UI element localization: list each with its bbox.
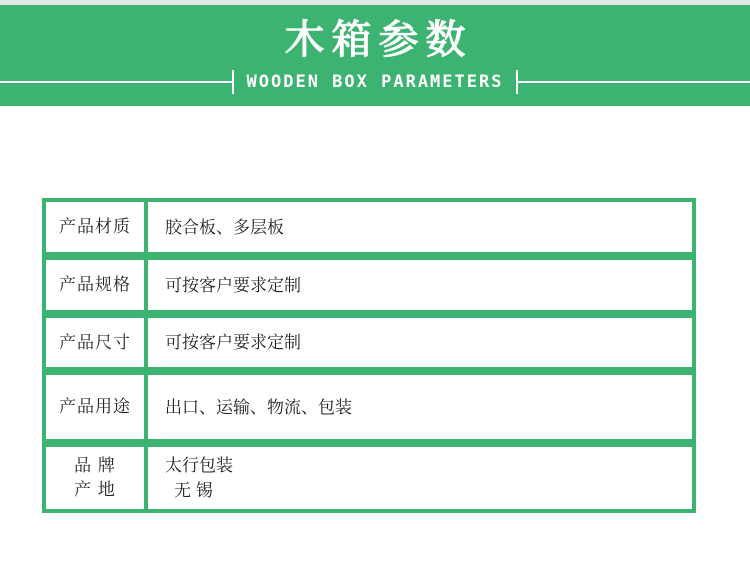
row-value-text: 可按客户要求定制 [165,333,301,352]
table-row [42,256,696,314]
row-value-text: 可按客户要求定制 [165,275,301,295]
divider-line-right [518,81,750,83]
row-label [46,447,148,509]
row-value [148,202,692,252]
page-title: 木箱参数 [284,18,473,62]
title-divider [0,69,750,95]
row-label: 产品材质 [46,202,148,252]
row-value [148,447,692,509]
row-label-line: 产 地 [74,480,116,499]
row-value-line: 无 锡 [174,481,213,500]
row-value [148,318,692,367]
row-label: 产品规格 [46,260,148,310]
row-value-text: 出口、运输、物流、包装 [165,397,352,417]
table-row [42,314,696,371]
parameters-table [42,198,696,513]
row-label-line: 品 牌 [74,456,116,475]
row-value [148,375,692,439]
table-row [42,198,696,256]
header-banner [0,5,750,106]
table-row [42,371,696,443]
row-label: 产品用途 [46,375,148,439]
row-value-line: 太行包装 [165,456,233,475]
row-label: 产品尺寸 [46,318,148,367]
divider-line-left [0,81,232,83]
page-subtitle: WOODEN BOX PARAMETERS [246,72,504,92]
row-value [148,260,692,310]
table-row [42,443,696,513]
row-value-text: 胶合板、多层板 [165,217,284,237]
